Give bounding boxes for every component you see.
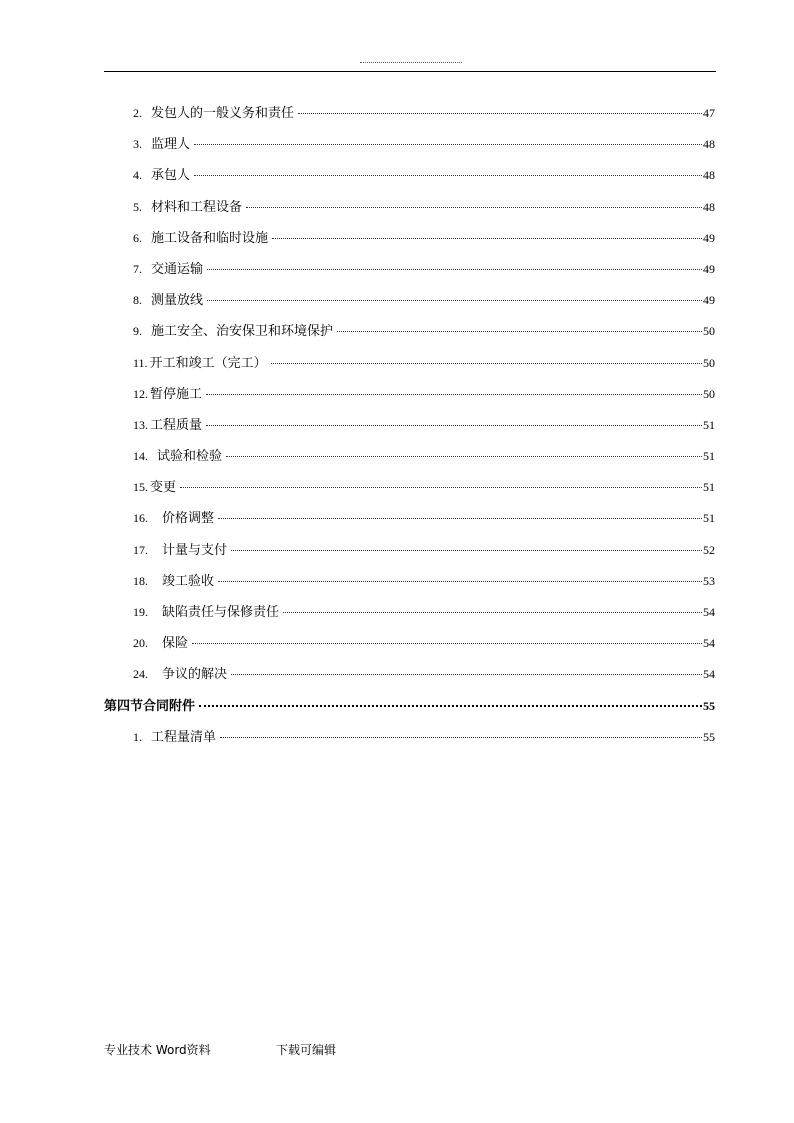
toc-entry-number: 15.: [133, 480, 148, 495]
page-footer: [104, 1041, 336, 1058]
toc-entry-9[interactable]: [104, 320, 715, 351]
toc-entry-number: 4.: [133, 168, 142, 183]
toc-entry-page: 55: [703, 698, 715, 713]
toc-entry-title: 变更: [150, 480, 177, 496]
toc-entry-page: 54: [703, 605, 715, 619]
toc-dot-leader: [206, 425, 702, 426]
toc-entry-page: 49: [703, 261, 715, 276]
toc-entry-title: 暂停施工: [150, 386, 203, 402]
toc-entry-number: 6.: [133, 230, 142, 245]
table-of-contents: [104, 102, 715, 757]
toc-dot-leader: [207, 269, 702, 270]
toc-entry-title: 开工和竣工（完工）: [149, 355, 267, 371]
toc-entry-19[interactable]: [104, 601, 715, 632]
toc-entry-page: 51: [703, 417, 715, 432]
toc-entry-3[interactable]: [104, 133, 715, 164]
toc-entry-number: 11.: [133, 355, 148, 370]
toc-entry-title: 施工设备和临时设施: [151, 230, 269, 246]
header-rule: [104, 71, 716, 72]
toc-dot-leader: [231, 674, 702, 675]
toc-entry-title: 施工安全、治安保卫和环境保护: [151, 324, 334, 340]
toc-entry-page: 48: [703, 199, 715, 214]
toc-dot-leader: [199, 705, 702, 707]
toc-entry-title: 竣工验收: [162, 573, 215, 589]
toc-entry-14[interactable]: [104, 445, 715, 476]
toc-dot-leader: [207, 300, 702, 301]
toc-entry-number: 9.: [133, 324, 142, 339]
toc-entry-5[interactable]: [104, 196, 715, 227]
toc-dot-leader: [337, 331, 702, 332]
toc-entry-page: 47: [703, 106, 715, 120]
toc-entry-page: 50: [703, 386, 715, 401]
toc-entry-24[interactable]: [104, 663, 715, 694]
toc-dot-leader: [194, 175, 702, 176]
toc-dot-leader: [218, 581, 702, 582]
toc-entry-page: 51: [703, 511, 715, 526]
toc-entry-page: 50: [703, 324, 715, 339]
toc-entry-number: 12.: [133, 386, 148, 401]
toc-entry-page: 49: [703, 230, 715, 245]
toc-entry-page: 54: [703, 667, 715, 682]
toc-entry-number: 17.: [133, 542, 148, 557]
toc-entry-page: 51: [703, 449, 715, 464]
toc-entry-number: 14.: [133, 449, 148, 464]
toc-entry-number: 13.: [133, 417, 148, 432]
toc-entry-11[interactable]: [104, 352, 715, 383]
toc-entry-16[interactable]: [104, 507, 715, 538]
toc-dot-leader: [231, 550, 702, 551]
toc-entry-title: 发包人的一般义务和责任: [151, 106, 295, 121]
toc-entry-page: 49: [703, 293, 715, 308]
toc-entry-1[interactable]: [104, 726, 715, 757]
toc-dot-leader: [192, 643, 702, 644]
toc-entry-13[interactable]: [104, 414, 715, 445]
toc-entry-4[interactable]: [104, 164, 715, 195]
toc-dot-leader: [272, 238, 702, 239]
toc-entry-8[interactable]: [104, 289, 715, 320]
footer-right-text: 下载可编辑: [276, 1043, 337, 1057]
toc-entry-page: 50: [703, 355, 715, 370]
toc-entry-title: 监理人: [151, 137, 191, 153]
toc-entry-number: 19.: [133, 605, 148, 619]
header-dotted-line: [360, 62, 462, 63]
toc-entry-title: 测量放线: [151, 293, 204, 309]
toc-entry-number: 8.: [133, 293, 142, 308]
toc-entry-page: 54: [703, 636, 715, 651]
toc-dot-leader: [206, 394, 702, 395]
toc-entry-title: 试验和检验: [157, 449, 223, 465]
toc-entry-12[interactable]: [104, 383, 715, 414]
toc-entry-number: 16.: [133, 511, 148, 526]
toc-dot-leader: [220, 737, 702, 738]
toc-entry-title: 价格调整: [162, 511, 215, 527]
toc-entry-number: 2.: [133, 106, 142, 120]
toc-entry-2[interactable]: [104, 102, 715, 133]
toc-entry-number: 3.: [133, 137, 142, 152]
toc-entry-number: 5.: [133, 199, 142, 214]
toc-entry-page: 48: [703, 137, 715, 152]
toc-entry-number: 18.: [133, 573, 148, 588]
toc-entry-page: 51: [703, 480, 715, 495]
toc-dot-leader: [298, 113, 702, 114]
toc-entry-number: 24.: [133, 667, 148, 682]
footer-left-text: 专业技术 Word资料: [104, 1043, 211, 1057]
toc-entry-title: 争议的解决: [162, 667, 228, 683]
toc-section-4[interactable]: [104, 695, 715, 726]
toc-entry-6[interactable]: [104, 227, 715, 258]
toc-section-title: 第四节合同附件: [104, 698, 196, 714]
toc-entry-17[interactable]: [104, 539, 715, 570]
toc-entry-15[interactable]: [104, 476, 715, 507]
toc-entry-title: 承包人: [151, 168, 191, 184]
toc-dot-leader: [194, 144, 702, 145]
toc-entry-number: 7.: [133, 261, 142, 276]
toc-dot-leader: [218, 518, 702, 519]
toc-dot-leader: [246, 207, 702, 208]
toc-dot-leader: [271, 363, 702, 364]
toc-entry-title: 计量与支付: [162, 542, 228, 558]
toc-dot-leader: [283, 612, 702, 613]
toc-entry-title: 缺陷责任与保修责任: [162, 605, 280, 620]
toc-entry-page: 52: [703, 542, 715, 557]
toc-entry-page: 53: [703, 573, 715, 588]
toc-entry-title: 保险: [162, 636, 189, 652]
toc-entry-number: 1.: [133, 729, 142, 744]
toc-entry-18[interactable]: [104, 570, 715, 601]
toc-entry-title: 交通运输: [151, 261, 204, 277]
toc-dot-leader: [180, 487, 702, 488]
toc-entry-7[interactable]: [104, 258, 715, 289]
toc-entry-number: 20.: [133, 636, 148, 651]
toc-entry-title: 材料和工程设备: [151, 199, 243, 215]
toc-entry-page: 55: [703, 729, 715, 744]
toc-entry-title: 工程质量: [150, 417, 203, 433]
toc-entry-page: 48: [703, 168, 715, 183]
toc-entry-20[interactable]: [104, 632, 715, 663]
toc-dot-leader: [226, 456, 702, 457]
toc-entry-title: 工程量清单: [151, 729, 217, 745]
